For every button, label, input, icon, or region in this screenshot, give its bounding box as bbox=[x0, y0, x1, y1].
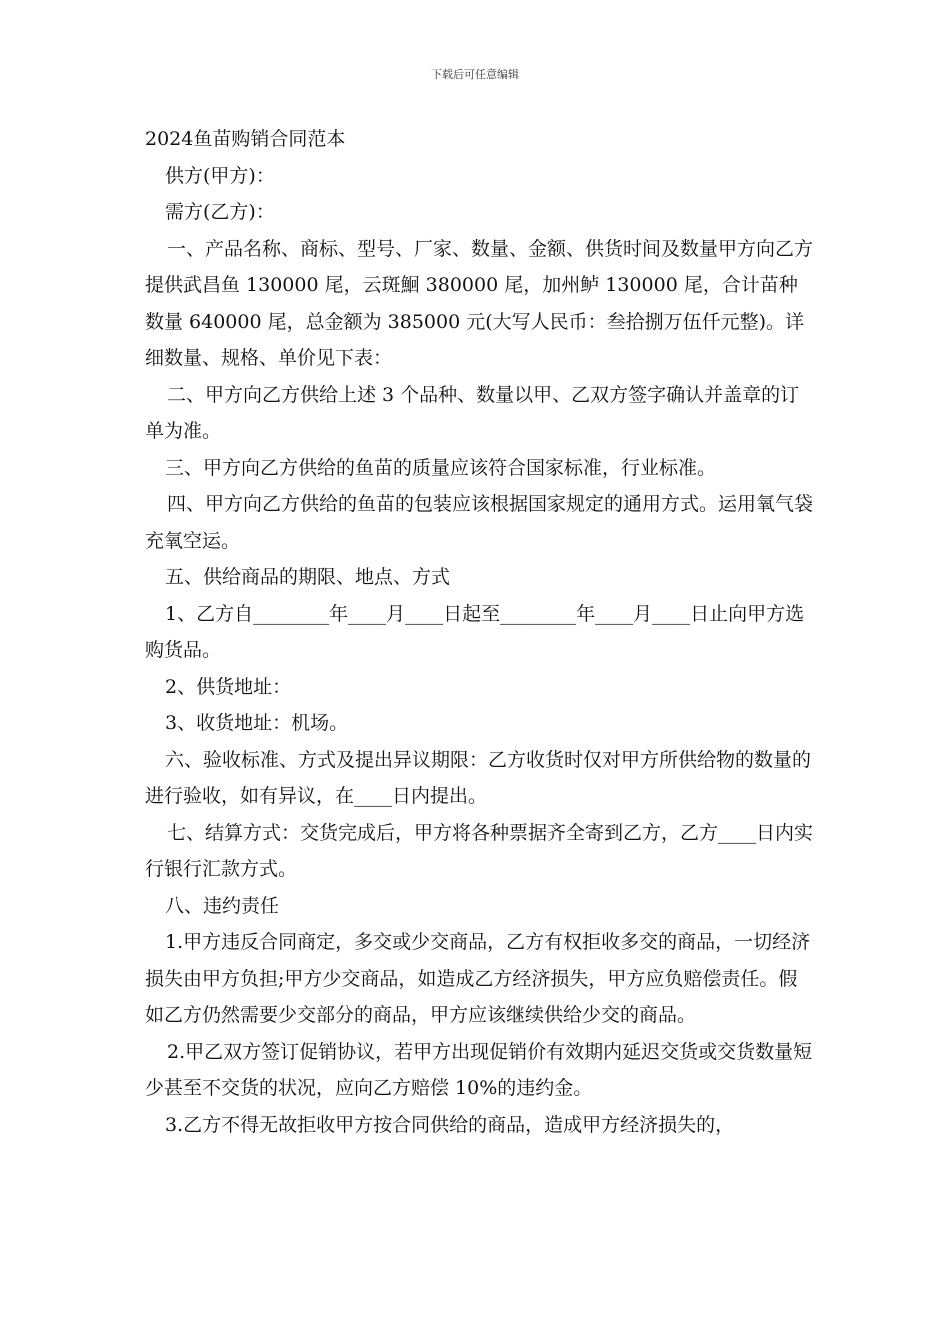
clause-6: 六、验收标准、方式及提出异议期限：乙方收货时仅对甲方所供给物的数量的进行验收，如有异议，在____日内提出。 bbox=[145, 748, 812, 807]
clause-8-heading: 八、违约责任 bbox=[165, 894, 280, 917]
clause-3: 三、甲方向乙方供给的鱼苗的质量应该符合国家标准，行业标准。 bbox=[165, 456, 717, 479]
clause-2: 二、甲方向乙方供给上述 3 个品种、数量以甲、乙双方签字确认并盖章的订单为准。 bbox=[145, 383, 800, 442]
document-title: 2024鱼苗购销合同范本 bbox=[145, 128, 346, 150]
clause-1: 一、产品名称、商标、型号、厂家、数量、金额、供货时间及数量甲方向乙方提供武昌鱼 130000 尾，云斑鮰 380000 尾，加州鲈 130000 尾，合计苗种数量 640000 尾，总金额为 385000 元(大写人民币：叁拾捌万伍仟元整)。详细数量、规格、单价见下表： bbox=[145, 237, 814, 369]
clause-5-item-2: 2、供货地址： bbox=[165, 675, 292, 698]
clause-7: 七、结算方式：交货完成后，甲方将各种票据齐全寄到乙方，乙方____日内实行银行汇款方式。 bbox=[145, 821, 814, 880]
contract-body bbox=[145, 121, 813, 1143]
party-b-line: 需方(乙方)： bbox=[165, 201, 275, 223]
party-a-line: 供方(甲方)： bbox=[165, 164, 275, 187]
clause-4: 四、甲方向乙方供给的鱼苗的包装应该根据国家规定的通用方式。运用氧气袋充氧空运。 bbox=[145, 493, 814, 552]
clause-8-item-2: 2.甲乙双方签订促销协议，若甲方出现促销价有效期内延迟交货或交货数量短少甚至不交货的状况，应向乙方赔偿 10%的违约金。 bbox=[145, 1040, 813, 1099]
page-header-note: 下载后可任意编辑 bbox=[431, 68, 519, 81]
clause-5-item-3: 3、收货地址：机场。 bbox=[165, 712, 349, 734]
clause-8-item-3: 3.乙方不得无故拒收甲方按合同供给的商品，造成甲方经济损失的， bbox=[165, 1113, 735, 1136]
clause-5-item-1: 1、乙方自________年____月____日起至________年____月____日止向甲方选购货品。 bbox=[145, 602, 805, 661]
clause-8-item-1: 1.甲方违反合同商定，多交或少交商品，乙方有权拒收多交的商品，一切经济损失由甲方负担;甲方少交商品，如造成乙方经济损失，甲方应负赔偿责任。假如乙方仍然需要少交部分的商品，甲方应该继续供给少交的商品。 bbox=[145, 931, 811, 1026]
clause-5-heading: 五、供给商品的期限、地点、方式 bbox=[165, 566, 451, 588]
